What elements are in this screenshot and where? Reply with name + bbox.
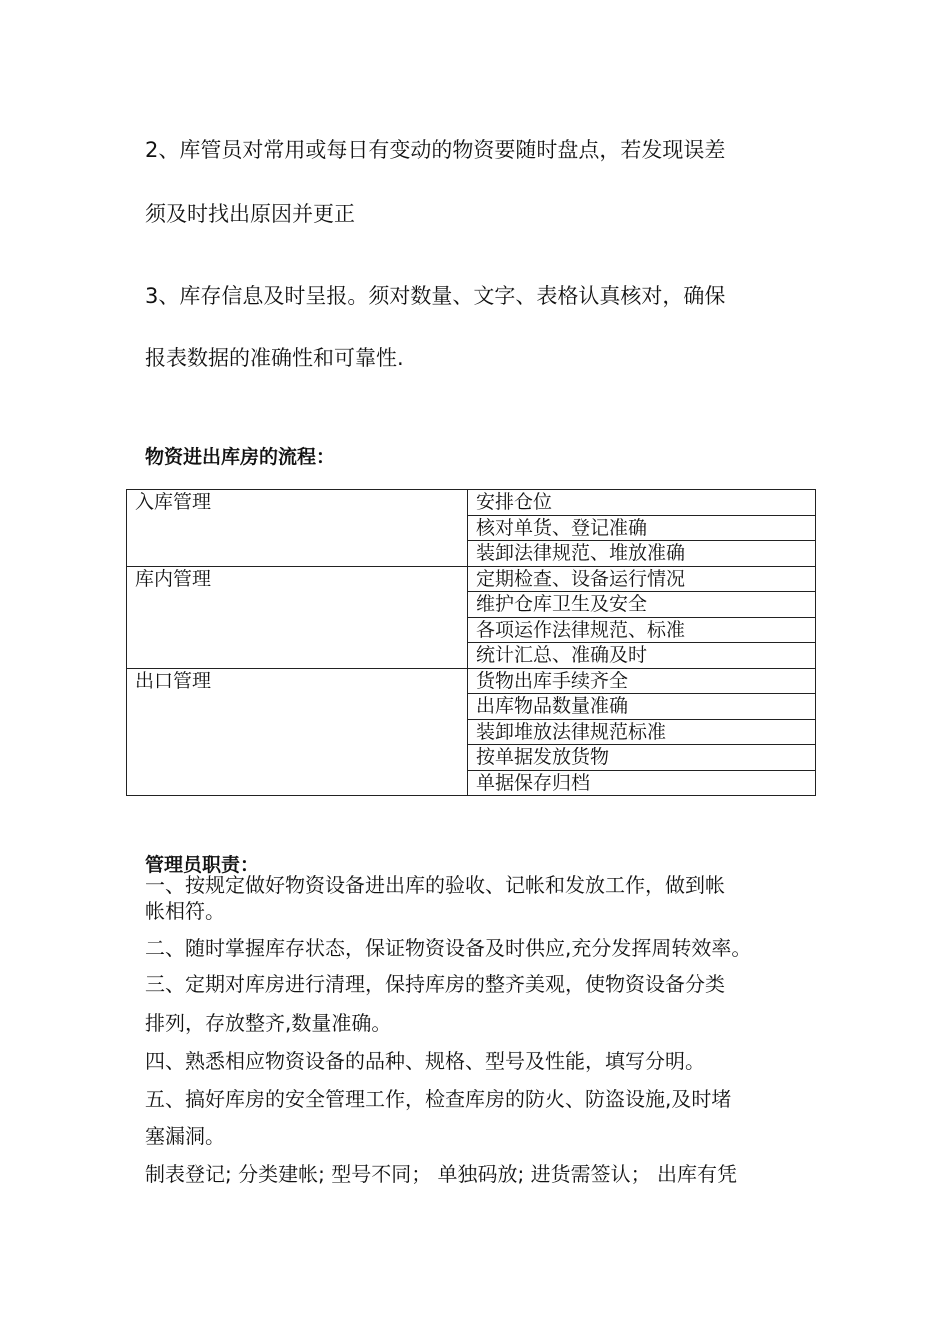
flow-row	[127, 566, 816, 592]
flow-step: 安排仓位	[468, 490, 816, 516]
flow-step: 出库物品数量准确	[468, 694, 816, 720]
duty-2: 二、随时掌握库存状态，保证物资设备及时供应,充分发挥周转效率。	[145, 936, 752, 960]
flow-title: 物资进出库房的流程：	[145, 446, 336, 468]
flow-step: 装卸堆放法律规范标准	[468, 719, 816, 745]
item2-line2: 须及时找出原因并更正	[145, 202, 355, 226]
item2-line1: 2、库管员对常用或每日有变动的物资要随时盘点，若发现误差	[145, 138, 726, 162]
flow-table	[126, 489, 816, 796]
duty-5-line2: 塞漏洞。	[145, 1124, 225, 1148]
flow-group-name: 库内管理	[127, 566, 468, 668]
duty-5-line1: 五、搞好库房的安全管理工作，检查库房的防火、防盗设施,及时堵	[145, 1087, 732, 1111]
item3-line2: 报表数据的准确性和可靠性.	[145, 346, 404, 370]
flow-step: 维护仓库卫生及安全	[468, 592, 816, 618]
flow-row	[127, 668, 816, 694]
flow-row	[127, 490, 816, 516]
flow-step: 单据保存归档	[468, 770, 816, 796]
flow-step: 各项运作法律规范、标准	[468, 617, 816, 643]
duties-title: 管理员职责：	[145, 854, 260, 876]
item3-line1: 3、库存信息及时呈报。须对数量、文字、表格认真核对，确保	[145, 284, 726, 308]
flow-step: 统计汇总、准确及时	[468, 643, 816, 669]
duty-1-line2: 帐相符。	[145, 899, 225, 923]
duty-3-line1: 三、定期对库房进行清理，保持库房的整齐美观，使物资设备分类	[145, 972, 725, 996]
flow-group-name: 入库管理	[127, 490, 468, 567]
flow-step: 定期检查、设备运行情况	[468, 566, 816, 592]
duty-summary: 制表登记; 分类建帐; 型号不同； 单独码放; 进货需签认； 出库有凭	[145, 1162, 738, 1186]
duty-1-line1: 一、按规定做好物资设备进出库的验收、记帐和发放工作，做到帐	[145, 873, 725, 897]
flow-step: 按单据发放货物	[468, 745, 816, 771]
duty-4: 四、熟悉相应物资设备的品种、规格、型号及性能，填写分明。	[145, 1049, 705, 1073]
flow-step: 装卸法律规范、堆放准确	[468, 541, 816, 567]
flow-step: 货物出库手续齐全	[468, 668, 816, 694]
flow-step: 核对单货、登记准确	[468, 515, 816, 541]
flow-group-name: 出口管理	[127, 668, 468, 796]
duty-3-line2: 排列，存放整齐,数量准确。	[145, 1011, 392, 1035]
